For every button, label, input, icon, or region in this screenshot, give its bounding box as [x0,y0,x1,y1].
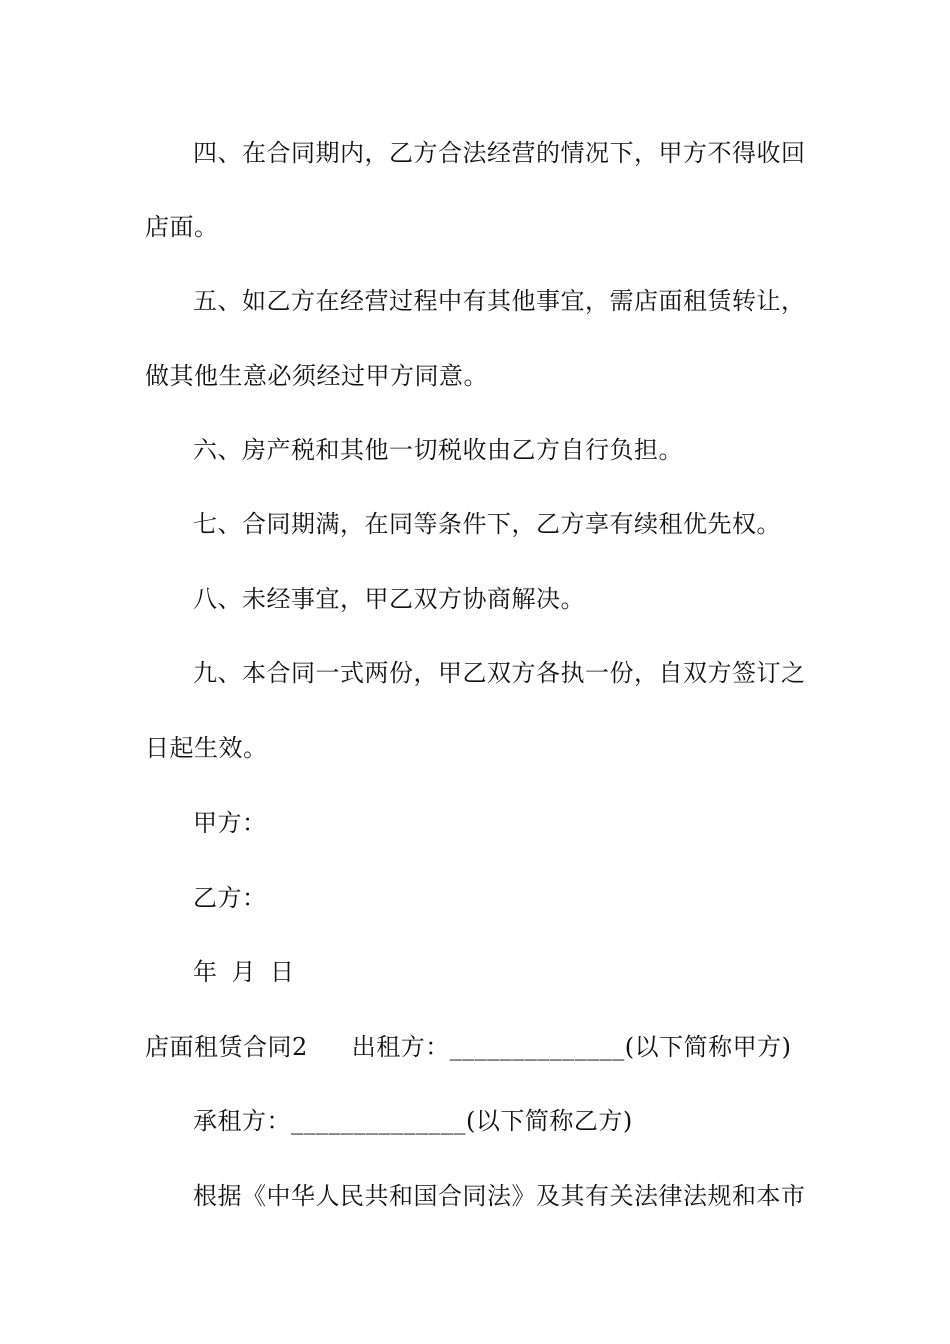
lessor-label: 出租方： [351,1033,450,1061]
clause-9-line-2: 日起生效。 [145,734,268,762]
contract-2-header-line [145,1032,792,1062]
date-year: 年 [193,958,218,986]
clause-4-line-1: 四、在合同期内，乙方合法经营的情况下，甲方不得收回 [193,139,806,167]
date-month: 月 [231,958,256,986]
party-a-signature: 甲方： [193,809,267,837]
contract-2-basis-line-1: 根据《中华人民共和国合同法》及其有关法律法规和本市 [193,1182,806,1210]
clause-4-line-2: 店面。 [145,213,219,241]
lessee-line [193,1106,633,1136]
clause-5-line-2: 做其他生意必须经过甲方同意。 [145,362,488,390]
lessor-note: (以下简称甲方) [624,1033,792,1061]
lessee-blank: ______________ [291,1107,466,1135]
lessee-note: (以下简称乙方) [466,1107,633,1135]
party-b-signature: 乙方： [193,884,267,912]
lessor-blank: ______________ [449,1033,625,1061]
signature-date [193,957,295,987]
lessee-label: 承租方： [193,1107,291,1135]
clause-9-line-1: 九、本合同一式两份，甲乙双方各执一份，自双方签订之 [193,659,806,687]
clause-5-line-1: 五、如乙方在经营过程中有其他事宜，需店面租赁转让， [193,287,806,315]
clause-6: 六、房产税和其他一切税收由乙方自行负担。 [193,436,683,464]
clause-8: 八、未经事宜，甲乙双方协商解决。 [193,585,585,613]
contract-2-title: 店面租赁合同2 [145,1033,308,1061]
clause-7: 七、合同期满，在同等条件下，乙方享有续租优先权。 [193,510,781,538]
date-day: 日 [270,958,295,986]
